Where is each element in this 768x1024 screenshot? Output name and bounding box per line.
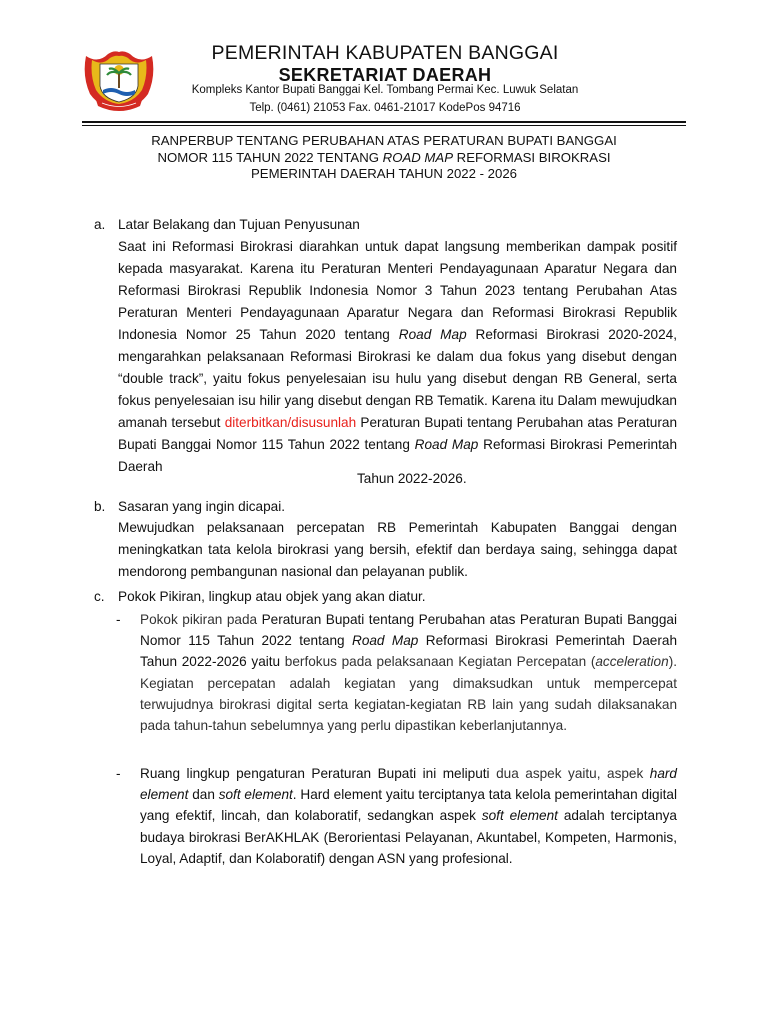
bullet-1-dash: -: [116, 612, 121, 627]
title-line-3: PEMERINTAH DAERAH TAHUN 2022 - 2026: [250, 166, 518, 181]
title-line-2: NOMOR 115 TAHUN 2022 TENTANG ROAD MAP REFORMASI BIROKRASI: [157, 149, 611, 165]
section-b-heading: Sasaran yang ingin dicapai.: [118, 499, 286, 514]
section-b-paragraph: Mewujudkan pelaksanaan percepatan RB Pemerintah Kabupaten Banggai dengan meningkatkan tata kelola birokrasi yang bersih, efektif dan berdaya saing, sehingga dapat mendorong pembangunan nasional dan pelayanan publik.: [118, 520, 677, 579]
bullet-2-paragraph: Ruang lingkup pengaturan Peraturan Bupati ini meliputi dua aspek yaitu, aspek hard element dan soft element. Hard element yaitu terciptanya tata kelola pemerintahan digital yang efektif, lincah, dan kolaboratif, sedangkan aspek soft element adalah terciptanya budaya birokrasi BerAKHLAK (Berorientasi Pelayanan, Akuntabel, Kompeten, Harmonis, Loyal, Adaptif, dan Kolaboratif) dengan ASN yang profesional.: [140, 766, 677, 866]
header-divider-thick: [82, 121, 686, 123]
section-c-letter: c.: [94, 589, 105, 604]
title-line-1: RANPERBUP TENTANG PERUBAHAN ATAS PERATURAN BUPATI BANGGAI: [151, 133, 617, 148]
document-title: [90, 133, 678, 183]
bullet-2-dash: -: [116, 766, 121, 781]
section-a-paragraph-tail: Tahun 2022-2026.: [357, 471, 467, 486]
banggai-coat-of-arms-icon: [80, 46, 158, 112]
section-b-letter: b.: [94, 499, 106, 514]
header-telp: Telp. (0461) 21053 Fax. 0461-21017 KodePos 94716: [249, 102, 521, 114]
section-c-heading: Pokok Pikiran, lingkup atau objek yang akan diatur.: [118, 589, 426, 604]
section-a-paragraph: Saat ini Reformasi Birokrasi diarahkan untuk dapat langsung memberikan dampak positif kepada masyarakat. Karena itu Peraturan Menteri Pendayagunaan Aparatur Negara dan Reformasi Birokrasi Republik Indonesia Nomor 3 Tahun 2023 tentang Perubahan Atas Peraturan Menteri Pendayagunaan Aparatur Negara dan Reformasi Birokrasi Republik Indonesia Nomor 25 Tahun 2020 tentang Road Map Reformasi Birokrasi 2020-2024, mengarahkan pelaksanaan Reformasi Birokrasi ke dalam dua fokus yang disebut dengan “double track”, yaitu fokus penyelesaian isu hulu yang disebut dengan RB General, serta fokus penyelesaian isu hilir yang disebut dengan RB Tematik. Karena itu Dalam mewujudkan amanah tersebut diterbitkan/disusunlah Peraturan Bupati tentang Perubahan atas Peraturan Bupati Banggai Nomor 115 Tahun 2022 tentang Road Map Reformasi Birokrasi Pemerintah Daerah: [118, 239, 678, 474]
header-address: Kompleks Kantor Bupati Banggai Kel. Tombang Permai Kec. Luwuk Selatan: [191, 84, 579, 96]
header-government: PEMERINTAH KABUPATEN BANGGAI: [211, 42, 559, 64]
bullet-1-paragraph: Pokok pikiran pada Peraturan Bupati tentang Perubahan atas Peraturan Bupati Banggai Nomor 115 Tahun 2022 tentang Road Map Reformasi Birokrasi Pemerintah Daerah Tahun 2022-2026 yaitu berfokus pada pelaksanaan Kegiatan Percepatan (acceleration). Kegiatan percepatan adalah kegiatan yang dimaksudkan untuk mempercepat terwujudnya birokrasi digital serta kegiatan-kegiatan RB lain yang sudah dilaksanakan pada tahun-tahun sebelumnya yang perlu dipastikan keberlanjutannya.: [140, 612, 678, 734]
header-divider-thin: [82, 125, 686, 126]
header-secretariat: SEKRETARIAT DAERAH: [278, 65, 492, 85]
section-a-letter: a.: [94, 217, 106, 232]
section-a-heading: Latar Belakang dan Tujuan Penyusunan: [118, 217, 360, 232]
